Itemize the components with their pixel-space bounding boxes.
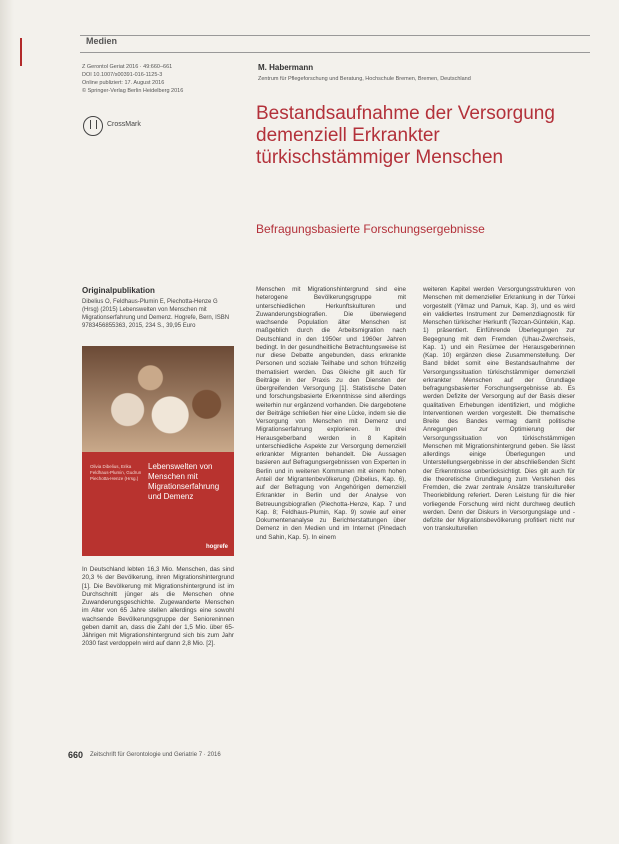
body-paragraph: weiteren Kapitel werden Versorgungsstrukturen von Menschen mit demenzieller Erkrankung in der Türkei vorgestellt (Yilmaz und Pamuk, Kap. 3), und es wird ein validiertes Instrument zur Demenzdiagnostik für Menschen türkischer Herkunft (Tezcan-Güntekin, Kap. 1) präsentiert. Einführende Überlegungen zur Begegnung mit dem Fremden (Uhau-Zwerchseis, Kap. 1) und ein Resümee der Herausgeberinnen (Kap. 10) ergänzen diese Zusammenstellung. Der Band bildet somit eine Bestandsaufnahme der Versorgungssituation türkischstämmiger demenziell erkrankter Menschen auf der Grundlage befragungsbasierter Forschungsergebnisse ab. Es werden Defizite der Versorgung auf der Basis dieser qualitativen Erhebungen identifiziert, und mögliche Interventionen werden vorgestellt. Die thematische Breite des Bandes vermag damit politische Anregungen zur Optimierung der Versorgungssituation von türkischstämmigen Menschen mit Migrationshintergrund geben. Sie lässt allerdings einige Überlegungen und Unterstellungsergebnisse in der abschließenden Sicht der Erkenntnisse unberücksichtigt. Dies gilt auch für die theoretische Grundlegung zum Verstehen des Fremden, die zwar zentrale Ansätze transkultureller Theoriebildung referiert. Deren Leistung für die hier vorliegende Forschung wird nicht durchweg deutlich werden. Denn der Diskurs in Versorgungslage und -defizite der Migrationsbevölkerung profitiert nicht nur von transkulturellen — [423, 286, 575, 533]
journal-name: Zeitschrift für Gerontologie und Geriatrie 7 · 2016 — [90, 752, 221, 758]
meta-line: Z Gerontol Geriat 2016 · 49:660–661 — [82, 64, 173, 70]
meta-line: © Springer-Verlag Berlin Heidelberg 2016 — [82, 88, 184, 94]
body-column-2 — [256, 286, 406, 542]
page-number: 660 — [68, 750, 84, 760]
article-title: Bestandsaufnahme der Versorgung demenziell Erkrankter türkischstämmiger Menschen — [256, 103, 555, 168]
body-column-3 — [423, 286, 575, 534]
crossmark-label: CrossMark — [107, 121, 141, 128]
crossmark-icon — [83, 116, 103, 136]
article-subtitle: Befragungsbasierte Forschungsergebnisse — [256, 222, 485, 236]
publication-metadata — [82, 63, 232, 95]
section-header-bar — [80, 35, 590, 53]
sidebar-citation: Dibelius O, Feldhaus-Plumin E, Piechotta-Henze G (Hrsg) (2015) Lebenswelten von Menschen mit Migrationserfahrung und Demenz. Hogrefe, Bern, ISBN 9783456855363, 2015, 234 S., 39,95 Euro — [82, 299, 230, 329]
body-paragraph: In Deutschland lebten 16,3 Mio. Menschen, das sind 20,3 % der Bevölkerung, ihren Migrationshintergrund [1]. Die Bevölkerung mit Migrationshintergrund ist im Durchschnitt jünger als die Menschen ohne Zuwanderungsgeschichte. Zugewanderte Menschen im Alter von 65 Jahre stellen allerdings eine sowohl wachsende Bevölkerungsgruppe der Senioreninnen geben damit an, dass die Zahl der 1,5 Mio. über 65-Jährigen mit Migrationshintergrund sich bis zum Jahr 2030 fast verdoppeln wird auf dann 2,8 Mio. [2]. — [82, 566, 234, 648]
section-label: Medien — [86, 36, 118, 46]
book-cover — [82, 346, 234, 556]
book-title: Lebenswelten von Menschen mit Migrationserfahrung und Demenz — [148, 462, 220, 501]
book-editors: Olivia Dibelius, Erika Feldhaus-Plumin, Gudrun Piechotta-Henze (Hrsg.) — [90, 464, 142, 481]
book-publisher-logo: hogrefe — [205, 544, 228, 550]
author-affiliation: Zentrum für Pflegeforschung und Beratung, Hochschule Bremen, Bremen, Deutschland — [258, 76, 471, 82]
book-cover-photo — [82, 346, 234, 452]
page-edge-shadow — [0, 0, 14, 844]
meta-line: Online publiziert: 17. August 2016 — [82, 80, 165, 86]
meta-line: DOI 10.1007/s00391-016-1125-3 — [82, 72, 163, 78]
crossmark-badge[interactable] — [83, 116, 163, 136]
author-name: M. Habermann — [258, 63, 314, 72]
body-paragraph: Menschen mit Migrationshintergrund sind eine heterogene Bevölkerungsgruppe mit unterschiedlichen Herkunftskulturen und Zuwanderungsbiografien. Die überwiegend wachsende Population älter Menschen ist maßgeblich durch die Arbeitsmigration nach Deutschland in den 1950er und 1960er Jahren bedingt. In der gesundheitliche Betrachtungsweise ist nur diese Debatte angebunden, dass erkrankte Personen und soziale Teilhabe und schon frühzeitig thematisiert werden. Das Gleiche gilt auch für Beiträge in der Praxis zu den Diensten der übergreifenden Versorgung [1]. Statistische Daten und forschungsbasierte Erkenntnisse sind allerdings weiterhin nur ergänzend vorhanden. Die dargebotene der Beiträge schließen hier eine Lücke, indem sie die Versorgung von Menschen mit Demenz und Migrationserfahrung explorieren. In drei Herausgeberband werden in 8 Kapiteln unterschiedliche Aspekte zur Versorgung demenziell erkrankter Migranten behandelt. Die Aussagen basieren auf Befragungsergebnissen von Experten in Berlin und in weiteren Kommunen mit einem hohen Anteil der Migrantenbevölkerung (Dibelius, Kap. 6), auf der Befragung von Angehörigen demenziell Erkrankter in Berlin und der Analyse von Betreuungsbiografien (Piechotta-Henze, Kap. 7 und Kap. 8; Feldhaus-Plumin, Kap. 9) sowie auf einer Dokumentenanalyse zu Berichterstattungen über Demenz in den Medien und im Internet (Pinedach und Sahin, Kap. 5). In einem — [256, 286, 406, 541]
red-margin-mark — [20, 38, 22, 66]
sidebar-heading: Originalpublikation — [82, 286, 155, 295]
body-column-1 — [82, 566, 234, 649]
